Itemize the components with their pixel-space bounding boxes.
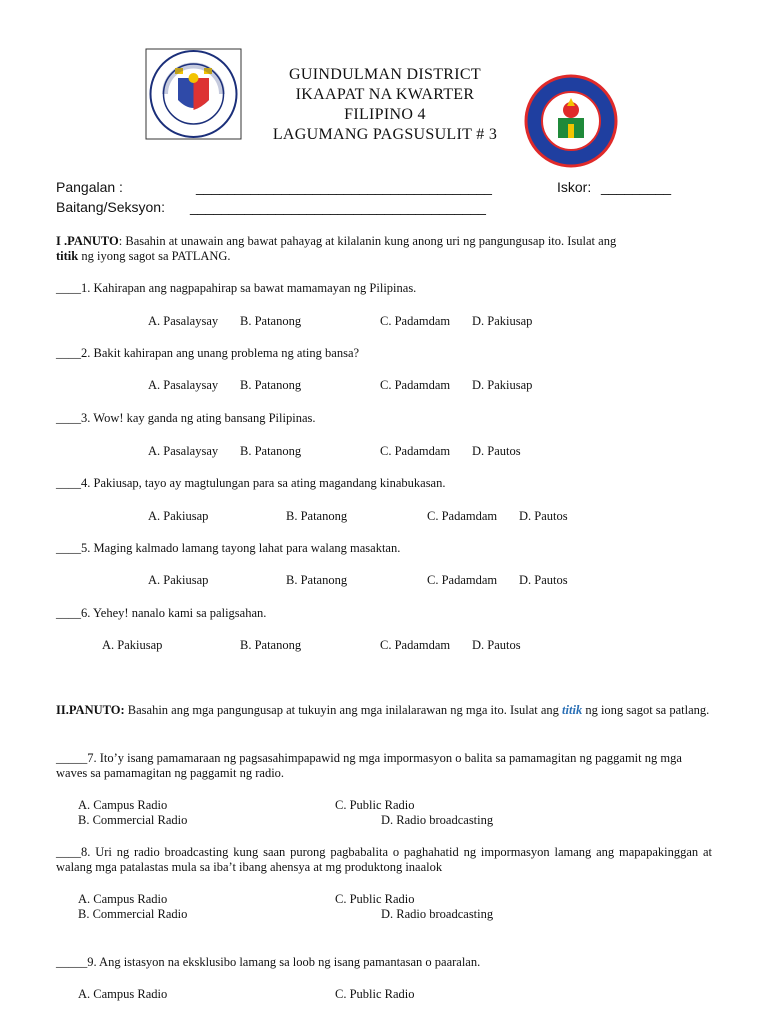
score-label: Iskor:: [557, 179, 592, 195]
choice-4b[interactable]: B. Patanong: [286, 509, 348, 523]
choice-5b[interactable]: B. Patanong: [286, 573, 348, 587]
choice-5d[interactable]: D. Pautos: [519, 573, 568, 587]
choice-3c[interactable]: C. Padamdam: [380, 444, 451, 458]
part1-bold-word: titik: [56, 249, 79, 263]
choice-8b[interactable]: B. Commercial Radio: [78, 907, 188, 921]
district-title: GUINDULMAN DISTRICT: [289, 66, 481, 83]
choice-2b[interactable]: B. Patanong: [240, 378, 302, 392]
question-1: ____1. Kahirapan ang nagpapahirap sa bawat mamamayan ng Pilipinas.: [56, 281, 417, 295]
name-label: Pangalan :: [56, 179, 123, 195]
question-6: ____6. Yehey! nanalo kami sa paligsahan.: [56, 606, 267, 620]
part1-label: I .PANUTO: [56, 234, 119, 248]
choice-6d[interactable]: D. Pautos: [472, 638, 521, 652]
choice-1c[interactable]: C. Padamdam: [380, 314, 451, 328]
name-field[interactable]: ______________________________________: [196, 179, 492, 195]
choice-1b[interactable]: B. Patanong: [240, 314, 302, 328]
choice-8c[interactable]: C. Public Radio: [335, 892, 415, 906]
question-9: _____9. Ang istasyon na eksklusibo lamang sa loob ng isang pamantasan o paaralan.: [56, 955, 481, 969]
question-5: ____5. Maging kalmado lamang tayong lahat para walang masaktan.: [56, 541, 401, 555]
test-title: LAGUMANG PAGSUSULIT # 3: [272, 126, 498, 143]
choice-7a[interactable]: A. Campus Radio: [78, 798, 168, 812]
choice-2a[interactable]: A. Pasalaysay: [148, 378, 219, 392]
choice-9a[interactable]: A. Campus Radio: [78, 987, 168, 1001]
choice-4d[interactable]: D. Pautos: [519, 509, 568, 523]
choice-7c[interactable]: C. Public Radio: [335, 798, 415, 812]
question-3: ____3. Wow! kay ganda ng ating bansang Pilipinas.: [56, 411, 316, 425]
choice-2d[interactable]: D. Pakiusap: [472, 378, 533, 392]
score-field[interactable]: _________: [601, 179, 672, 195]
choice-1d[interactable]: D. Pakiusap: [472, 314, 533, 328]
choice-1a[interactable]: A. Pasalaysay: [148, 314, 219, 328]
choice-5c[interactable]: C. Padamdam: [427, 573, 498, 587]
choice-3b[interactable]: B. Patanong: [240, 444, 302, 458]
choice-2c[interactable]: C. Padamdam: [380, 378, 451, 392]
question-8: ____8. Uri ng radio broadcasting kung saan purong pagbabalita o paghahatid ng impormasyon lamang ang mapapakinggan at walang mga patalastas mula sa iba’t ibang ahensya at mg produktong inaalok: [56, 845, 712, 874]
question-2: ____2. Bakit kahirapan ang unang problema ng ating bansa?: [56, 346, 360, 360]
part2-blue-word: titik: [562, 703, 583, 717]
question-7: _____7. Ito’y isang pamamaraan ng pagsasahimpapawid ng mga impormasyon o balita sa pamamagitan ng paggamit ng mga waves sa pamamagitan ng paggamit ng radio.: [56, 751, 682, 780]
part2-instructions: II.PANUTO: Basahin ang mga pangungusap at tukuyin ang mga inilalarawan ng mga ito. Isulat ang titik ng iong sagot sa patlang.: [56, 703, 710, 717]
choice-8d[interactable]: D. Radio broadcasting: [381, 907, 494, 921]
section-field[interactable]: ______________________________________: [190, 199, 486, 215]
section-label: Baitang/Seksyon:: [56, 199, 165, 215]
part2-label: II.PANUTO:: [56, 703, 125, 717]
choice-6b[interactable]: B. Patanong: [240, 638, 302, 652]
choice-4c[interactable]: C. Padamdam: [427, 509, 498, 523]
choice-3d[interactable]: D. Pautos: [472, 444, 521, 458]
choice-6a[interactable]: A. Pakiusap: [102, 638, 163, 652]
choice-3a[interactable]: A. Pasalaysay: [148, 444, 219, 458]
choice-5a[interactable]: A. Pakiusap: [148, 573, 209, 587]
part1-instructions: I .PANUTO: Basahin at unawain ang bawat pahayag at kilalanin kung anong uri ng pangungusap ito. Isulat ang titik ng iyong sagot sa PATLANG.: [56, 234, 617, 263]
choice-4a[interactable]: A. Pakiusap: [148, 509, 209, 523]
quarter-title: IKAAPAT NA KWARTER: [295, 86, 475, 103]
choice-6c[interactable]: C. Padamdam: [380, 638, 451, 652]
choice-7b[interactable]: B. Commercial Radio: [78, 813, 188, 827]
subject-title: FILIPINO 4: [344, 106, 426, 123]
choice-9c[interactable]: C. Public Radio: [335, 987, 415, 1001]
question-4: ____4. Pakiusap, tayo ay magtulungan para sa ating magandang kinabukasan.: [56, 476, 446, 490]
choice-8a[interactable]: A. Campus Radio: [78, 892, 168, 906]
choice-7d[interactable]: D. Radio broadcasting: [381, 813, 494, 827]
